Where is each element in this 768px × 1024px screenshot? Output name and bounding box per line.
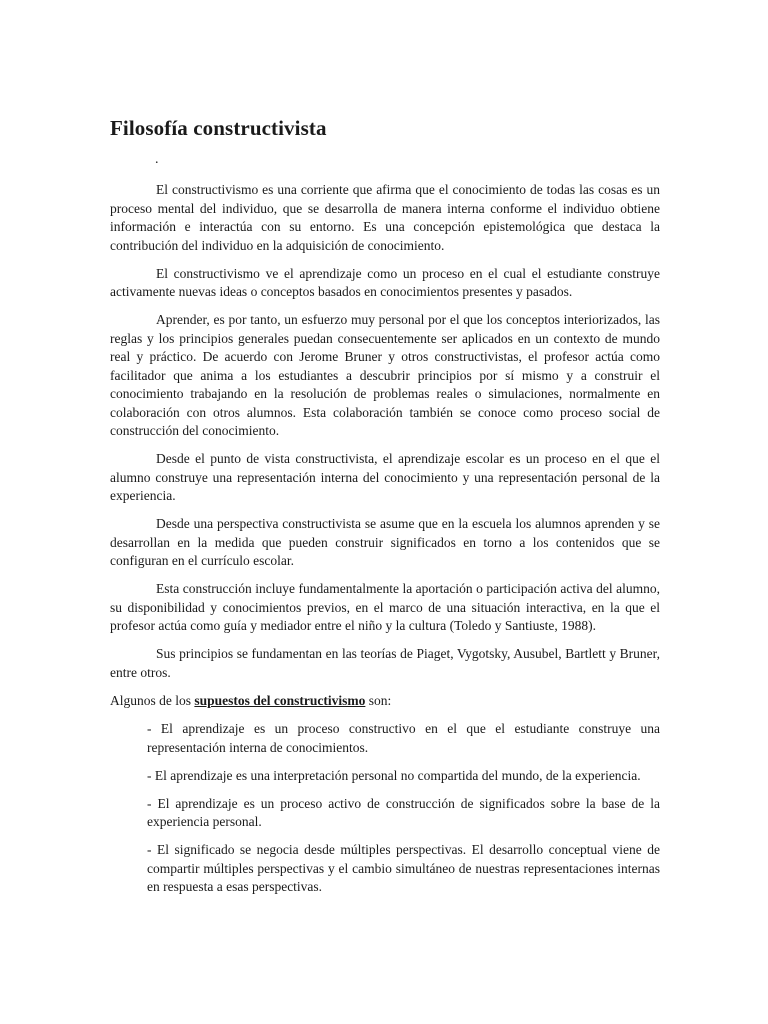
paragraph-school-learning: Desde el punto de vista constructivista, el aprendizaje escolar es un proceso en el que el alumno construye una representación interna del conocimiento y una representación personal de la experiencia.: [110, 451, 660, 503]
paragraph-perspective: Desde una perspectiva constructivista se asume que en la escuela los alumnos aprenden y se desarrollan en la medida que pueden construir significados en torno a los contenidos que se configuran en el currículo escolar.: [110, 516, 660, 568]
supuestos-intro: [110, 692, 660, 711]
paragraph-construction: Esta construcción incluye fundamentalmente la aportación o participación activa del alumno, su disponibilidad y conocimientos previos, en el marco de una situación interactiva, en la que el profesor actúa como guía y mediador entre el niño y la cultura (Toledo y Santiuste, 1988).: [110, 581, 660, 633]
list-item: - El aprendizaje es un proceso constructivo en el que el estudiante construye una representación interna de conocimientos.: [147, 721, 660, 755]
paragraph-principles: Sus principios se fundamentan en las teorías de Piaget, Vygotsky, Ausubel, Bartlett y Bruner, entre otros.: [110, 646, 660, 680]
paragraph-aprender: Aprender, es por tanto, un esfuerzo muy personal por el que los conceptos interiorizados, las reglas y los principios generales puedan consecuentemente ser aplicados en un contexto de mundo real y práctico. De acuerdo con Jerome Bruner y otros constructivistas, el profesor actúa como facilitador que anima a los estudiantes a descubrir principios por sí mismo y a construir el conocimiento trabajando en la resolución de problemas reales o simulaciones, normalmente en colaboración con otros alumnos. Esta colaboración también se conoce como proceso social de construcción del conocimiento.: [110, 312, 660, 438]
stray-dot: .: [155, 152, 159, 167]
supuestos-suffix: son:: [365, 692, 392, 708]
list-item: - El aprendizaje es un proceso activo de construcción de significados sobre la base de la experiencia personal.: [147, 795, 660, 829]
page-title: Filosofía constructivista: [110, 116, 327, 140]
paragraph-learning-process: El constructivismo ve el aprendizaje como un proceso en el cual el estudiante construye activamente nuevas ideas o conceptos basados en conocimientos presentes y pasados.: [110, 265, 660, 299]
supuestos-list: [110, 720, 660, 897]
list-item: - El significado se negocia desde múltiples perspectivas. El desarrollo conceptual viene de compartir múltiples perspectivas y el cambio simultáneo de nuestras representaciones internas en respuesta a esas perspectivas.: [147, 842, 660, 894]
supuestos-prefix: Algunos de los: [110, 692, 195, 708]
document-body: [110, 181, 660, 906]
paragraph-definition: El constructivismo es una corriente que afirma que el conocimiento de todas las cosas es un proceso mental del individuo, que se desarrolla de manera interna conforme el individuo obtiene información e interactúa con su entorno. Es una concepción epistemológica que destaca la contribución del individuo en la adquisición de conocimiento.: [110, 182, 660, 253]
supuestos-heading: supuestos del constructivismo: [194, 692, 366, 708]
list-item: - El aprendizaje es una interpretación personal no compartida del mundo, de la experiencia.: [147, 767, 641, 783]
